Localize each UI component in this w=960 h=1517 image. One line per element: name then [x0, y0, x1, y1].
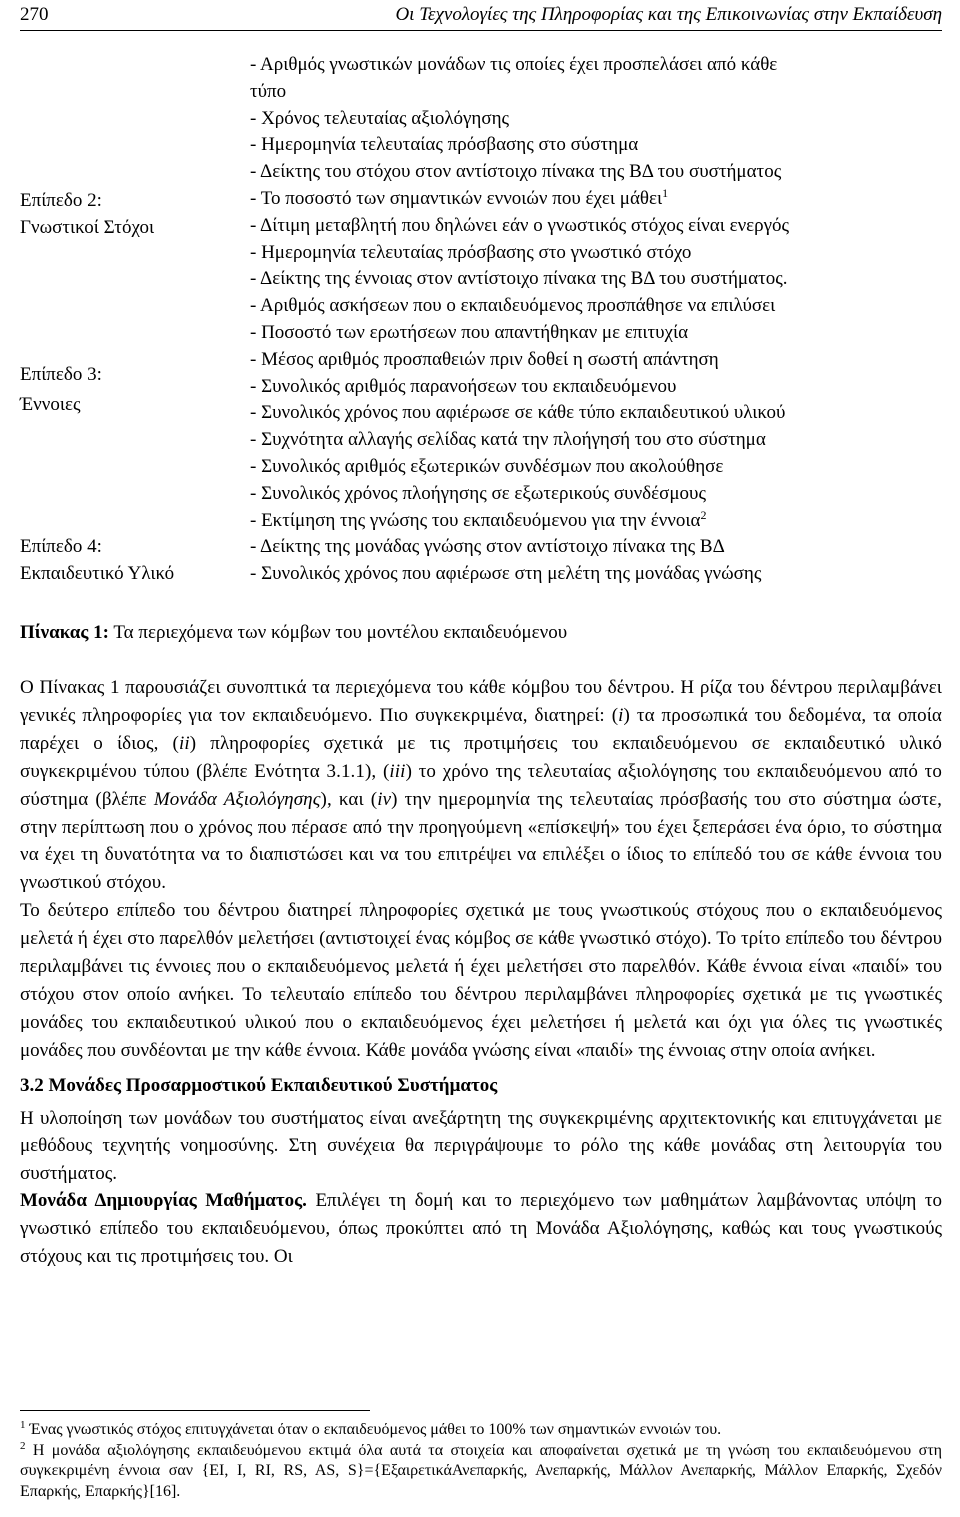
text-run: ), και (	[320, 788, 378, 810]
paragraph	[20, 674, 942, 897]
text-run: ) πληροφορίες σχετικά με τις προτιμήσεις του εκπαιδευόμενου σε εκπαιδευτικό υλικό συγκεκριμένου τύπου (βλέπε Ενότητα 3.1.1), (	[20, 732, 942, 782]
list-item	[250, 186, 942, 213]
level-label	[20, 188, 248, 242]
body-text	[20, 674, 942, 1270]
list-item: - Αριθμός ασκήσεων που ο εκπαιδευόμενος προσπάθησε να επιλύσει	[250, 295, 776, 317]
paragraph-lead: Μονάδα Δημιουργίας Μαθήματος.	[20, 1190, 307, 1212]
level-label-line: Επίπεδο 4:	[20, 536, 102, 558]
enum-marker: i	[618, 704, 624, 726]
footnote-mark: 1	[20, 1419, 26, 1431]
footnote-ref[interactable]: 2	[700, 507, 707, 522]
table-caption	[20, 620, 567, 646]
footnote-text: Ένας γνωστικός στόχος επιτυγχάνεται όταν ο εκπαιδευόμενος μάθει το 100% των σημαντικών εννοιών του.	[25, 1421, 722, 1438]
list-item: - Ποσοστό των ερωτήσεων που απαντήθηκαν με επιτυχία	[250, 321, 689, 343]
list-item	[250, 508, 942, 535]
footnote	[20, 1420, 942, 1441]
list-item: τύπο	[250, 80, 287, 102]
level-label-line: Έννοιες	[20, 394, 81, 416]
learner-model-table	[20, 52, 942, 588]
enum-marker: ii	[179, 732, 190, 754]
table-row-level-4	[20, 534, 942, 588]
list-item: - Συνολικός αριθμός παρανοήσεων του εκπαιδευόμενου	[250, 375, 677, 397]
level-label-line: Εκπαιδευτικό Υλικό	[20, 563, 175, 585]
enum-marker: iii	[389, 760, 406, 782]
text-run: ) το χρόνο της τελευταίας αξιολόγησης του εκπαιδευόμενου από το σύστημα (βλέπε	[20, 760, 942, 810]
page-number: 270	[20, 4, 49, 25]
level-items	[250, 52, 942, 266]
section-heading: 3.2 Μονάδες Προσαρμοστικού Εκπαιδευτικού Συστήματος	[20, 1074, 498, 1096]
footnotes	[20, 1420, 942, 1502]
list-item: - Αριθμός γνωστικών μονάδων τις οποίες έχει προσπελάσει από κάθε	[250, 54, 778, 75]
list-item: - Δείκτης της έννοιας στον αντίστοιχο πίνακα της ΒΔ του συστήματος.	[250, 268, 788, 290]
table-row-level-2	[20, 52, 942, 266]
list-item: - Συνολικός χρόνος που αφιέρωσε στη μελέτη της μονάδας γνώσης	[250, 563, 762, 585]
list-item: - Χρόνος τελευταίας αξιολόγησης	[250, 107, 510, 129]
list-item: - Συνολικός αριθμός εξωτερικών συνδέσμων που ακολούθησε	[250, 455, 724, 477]
list-item: - Ημερομηνία τελευταίας πρόσβασης στο γνωστικό στόχο	[250, 241, 692, 263]
enum-marker: iv	[377, 788, 392, 810]
list-item: - Ημερομηνία τελευταίας πρόσβασης στο σύστημα	[250, 134, 639, 156]
paragraph: Το δεύτερο επίπεδο του δέντρου διατηρεί πληροφορίες σχετικά με τους γνωστικούς στόχους που ο εκπαιδευόμενος μελετά ή έχει στο παρελθόν μελετήσει (αντιστοιχεί ένας κόμβος σε κάθε γνωστικό στόχο). Το τρίτο επίπεδο του δέντρου περιλαμβάνει τις έννοιες που ο εκπαιδευόμενος μελετά ή έχει μελετήσει στο παρελθόν. Κάθε έννοια είναι «παιδί» του στόχου στον οποίο ανήκει. Το τελευταίο επίπεδο του δέντρου περιλαμβάνει πληροφορίες σχετικά με τις γνωστικές μονάδες του εκπαιδευτικού υλικού που ο εκπαιδευόμενος έχει μελετήσει ή μελετά και όχι για όλες τις γνωστικές μονάδες που συνδέονται με την κάθε έννοια. Κάθε μονάδα γνώσης είναι «παιδί» της έννοιας στην οποία ανήκει.	[20, 900, 942, 1061]
list-item: - Συνολικός χρόνος πλοήγησης σε εξωτερικούς συνδέσμους	[250, 482, 706, 504]
caption-label: Πίνακας 1:	[20, 622, 109, 643]
level-items	[250, 266, 942, 534]
footnote-ref[interactable]: 1	[662, 185, 669, 200]
module-name: Μονάδα Αξιολόγησης	[153, 788, 321, 810]
list-item: - Μέσος αριθμός προσπαθειών πριν δοθεί η σωστή απάντηση	[250, 348, 719, 370]
list-item: - Δείκτης της μονάδας γνώσης στον αντίστοιχο πίνακα της ΒΔ	[250, 536, 725, 558]
footnote	[20, 1441, 942, 1503]
level-label	[20, 360, 248, 420]
text-run: Επιλέγει τη δομή και το περιεχόμενο των μαθημάτων λαμβάνοντας υπόψη το γνωστικό επίπεδο του εκπαιδευόμενου, όπως προκύπτει από τη Μονάδα Αξιολόγησης, καθώς και τους γνωστικούς στόχους και τις προτιμήσεις του. Οι	[20, 1190, 942, 1267]
list-item: - Συχνότητα αλλαγής σελίδας κατά την πλοήγησή του στο σύστημα	[250, 429, 766, 451]
list-item-text: - Το ποσοστό των σημαντικών εννοιών που έχει μάθει	[250, 187, 663, 209]
list-item-text: - Εκτίμηση της γνώσης του εκπαιδευόμενου για την έννοια	[250, 509, 701, 531]
table-row-level-3	[20, 266, 942, 534]
list-item: - Δείκτης του στόχου στον αντίστοιχο πίνακα της ΒΔ του συστήματος	[250, 161, 782, 183]
list-item: - Δίτιμη μεταβλητή που δηλώνει εάν ο γνωστικός στόχος είναι ενεργός	[250, 214, 790, 236]
text-run: ) τα προσωπικά του δεδομένα, τα οποία παρέχει ο ίδιος, (	[20, 704, 942, 754]
paragraph: Η υλοποίηση των μονάδων του συστήματος είναι ανεξάρτητη της συγκεκριμένης αρχιτεκτονικής και επιτυγχάνεται με μεθόδους τεχνητής νοημοσύνης. Στη συνέχεια θα περιγράψουμε το ρόλο της κάθε μονάδας στη λειτουργία του συστήματος.	[20, 1107, 942, 1184]
running-title: Οι Τεχνολογίες της Πληροφορίας και της Επικοινωνίας στην Εκπαίδευση	[395, 4, 942, 25]
footnote-divider	[20, 1410, 370, 1411]
text-run: ) την ημερομηνία της τελευταίας πρόσβασής του στο σύστημα ώστε, στην περίπτωση που ο χρόνος που πέρασε από την προηγούμενη «επίσκεψή» του έχει ξεπεράσει ένα όριο, το σύστημα να έχει τη δυνατότητα να το διαπιστώσει και να του επιτρέψει να επιλέξει ο ίδιος το επίπεδό του σε κάθε έννοια του γνωστικού στόχου.	[20, 788, 942, 894]
caption-text: Τα περιεχόμενα των κόμβων του μοντέλου εκπαιδευόμενου	[108, 622, 568, 643]
level-label-line: Επίπεδο 2:	[20, 190, 102, 211]
level-label-line: Επίπεδο 3:	[20, 364, 102, 386]
page-header	[20, 0, 942, 31]
level-label	[20, 534, 248, 588]
text-run: Ο Πίνακας 1 παρουσιάζει συνοπτικά τα περιεχόμενα του κάθε κόμβου του δέντρου. Η ρίζα του δέντρου περιλαμβάνει γενικές πληροφορίες για τον εκπαιδευόμενο. Πιο συγκεκριμένα, διατηρεί: (	[20, 677, 942, 726]
level-items	[250, 534, 942, 588]
level-label-line: Γνωστικοί Στόχοι	[20, 216, 155, 238]
list-item: - Συνολικός χρόνος που αφιέρωσε σε κάθε τύπο εκπαιδευτικού υλικού	[250, 402, 786, 424]
footnote-text: Η μονάδα αξιολόγησης εκπαιδευόμενου εκτιμά όλα αυτά τα στοιχεία και αποφαίνεται σχετικά με τη γνώση του εκπαιδευόμενου στη συγκεκριμένη έννοια σαν {EI, I, RI, RS, AS, S}={ΕξαιρετικάΑνεπαρκής, Ανεπαρκής, Μάλλον Ανεπαρκής, Μάλλον Επαρκής, Σχεδόν Επαρκής, Επαρκής}[16].	[20, 1441, 942, 1500]
footnote-mark: 2	[20, 1439, 26, 1452]
paragraph	[20, 1187, 942, 1270]
